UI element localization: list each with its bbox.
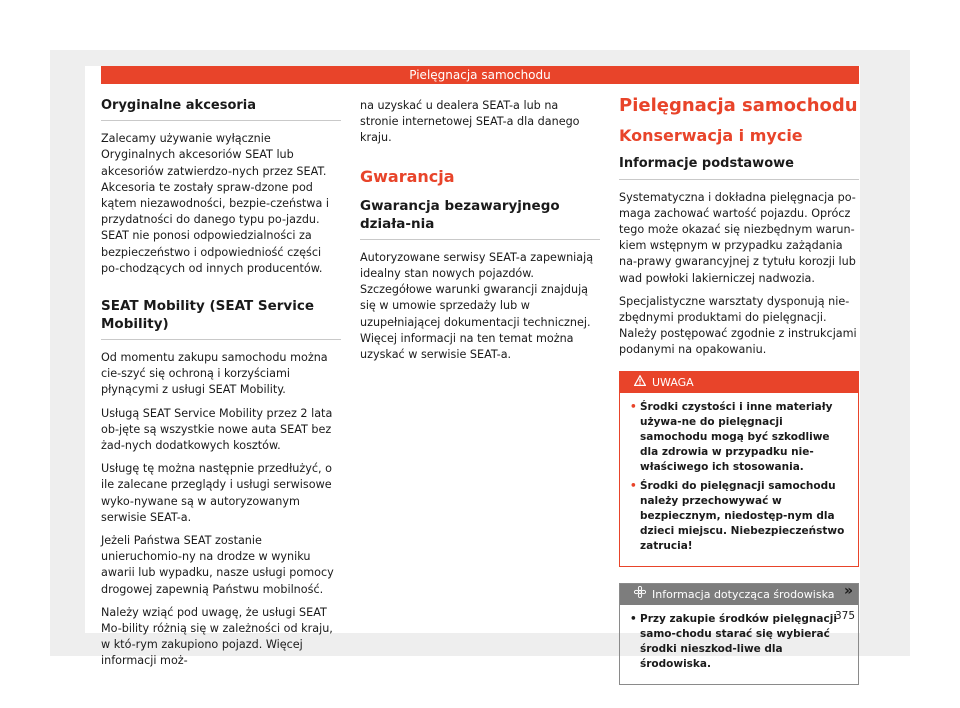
info-header bbox=[620, 584, 858, 605]
section-title-care: Konserwacja i mycie bbox=[619, 126, 803, 146]
paragraph: Zalecamy używanie wyłącznie Oryginalnych akcesoriów SEAT lub akcesoriów zatwierdzo-nych przez SEAT. Akcesoria te zostały spraw-dzone pod kątem niezawodności, bezpie-czeństwa i przydatności do danego typu po-jazdu. SEAT nie ponosi odpowiedzialności za bezpieczeństwo i odpowiedniość części po-chodzących od innych producentów. bbox=[101, 132, 329, 275]
warning-body bbox=[620, 393, 858, 566]
paragraph: Jeżeli Państwa SEAT zostanie unieruchomio-ny na drodze w wyniku awarii lub wypadku, nasze usługi pomocy drogowej zapewnią Państwu mobilność. bbox=[101, 534, 334, 596]
warning-title: UWAGA bbox=[652, 375, 694, 389]
column-3 bbox=[619, 95, 859, 685]
warning-item: • Środki czystości i inne materiały używa-ne do pielęgnacji samochodu mogą być szkodliwe dla zdrowia w przypadku nie-właściwego ich stosowania. bbox=[630, 400, 833, 473]
column-2 bbox=[360, 98, 600, 370]
continue-arrow-icon: » bbox=[844, 583, 854, 599]
section-heading-accessories: Oryginalne akcesoria bbox=[101, 98, 341, 121]
info-item: • Przy zakupie środków pielęgnacji samo-chodu starać się wybierać środki nieszkod-liwe dla środowiska. bbox=[630, 612, 837, 670]
paragraph: Od momentu zakupu samochodu można cie-szyć się ochroną i korzyściami płynącymi z usługi SEAT Mobility. bbox=[101, 351, 328, 397]
section-heading-basics: Informacje podstawowe bbox=[619, 156, 859, 179]
warning-triangle-icon bbox=[634, 372, 646, 393]
warning-box bbox=[619, 371, 859, 567]
paragraph: Należy wziąć pod uwagę, że usługi SEAT Mo-bility różnią się w zależności od kraju, w któ-rym zakupiono pojazd. Więcej informacji moż- bbox=[101, 605, 333, 668]
paragraph: Autoryzowane serwisy SEAT-a zapewniają idealny stan nowych pojazdów. Szczegółowe warunki gwarancji znajdują się w umowie sprzedaży lub w uzupełniającej dokumentacji technicznej. Więcej informacji na ten temat można uzyskać w serwisie SEAT-a. bbox=[360, 250, 594, 362]
page-number: 375 bbox=[835, 610, 856, 622]
info-title: Informacja dotycząca środowiska bbox=[652, 587, 835, 601]
paragraph: Usługą SEAT Service Mobility przez 2 lata ob-jęte są wszystkie nowe auta SEAT bez żad-nych dodatkowych kosztów. bbox=[101, 406, 333, 453]
paragraph: Systematyczna i dokładna pielęgnacja po-maga zachować wartość pojazdu. Oprócz tego może okazać się niezbędnym warun-kiem wstępnym w przypadku zażądania na-prawy gwarancyjnej z tytułu korozji lub wad powłoki lakierniczej nadwozia. bbox=[619, 190, 856, 285]
chapter-title: Pielęgnacja samochodu bbox=[619, 95, 858, 116]
column-1 bbox=[101, 98, 341, 677]
section-heading-warranty: Gwarancja bezawaryjnego działa-nia bbox=[360, 197, 600, 240]
paragraph: Specjalistyczne warsztaty dysponują nie-zbędnymi produktami do pielęgnacji. Należy postępować zgodnie z instrukcjami podanymi na opakowaniu. bbox=[619, 294, 857, 357]
section-title-gwarancja: Gwarancja bbox=[360, 166, 455, 186]
warning-item: • Środki do pielęgnacji samochodu należy przechowywać w bezpiecznym, niedostęp-nym dla dzieci miejscu. Niebezpieczeństwo zatrucia! bbox=[630, 479, 845, 552]
leaf-flower-icon bbox=[634, 584, 646, 605]
page-header: Pielęgnacja samochodu bbox=[101, 66, 859, 84]
warning-header bbox=[620, 372, 858, 393]
paragraph: Usługę tę można następnie przedłużyć, o ile zalecane przeglądy i usługi serwisowe wyko-nywane są w autoryzowanym serwisie SEAT-a. bbox=[101, 462, 332, 524]
paragraph: na uzyskać u dealera SEAT-a lub na stronie internetowej SEAT-a dla danego kraju. bbox=[360, 99, 580, 145]
environment-info-box bbox=[619, 583, 859, 685]
section-heading-mobility: SEAT Mobility (SEAT Service Mobility) bbox=[101, 297, 341, 340]
info-body bbox=[620, 605, 858, 684]
